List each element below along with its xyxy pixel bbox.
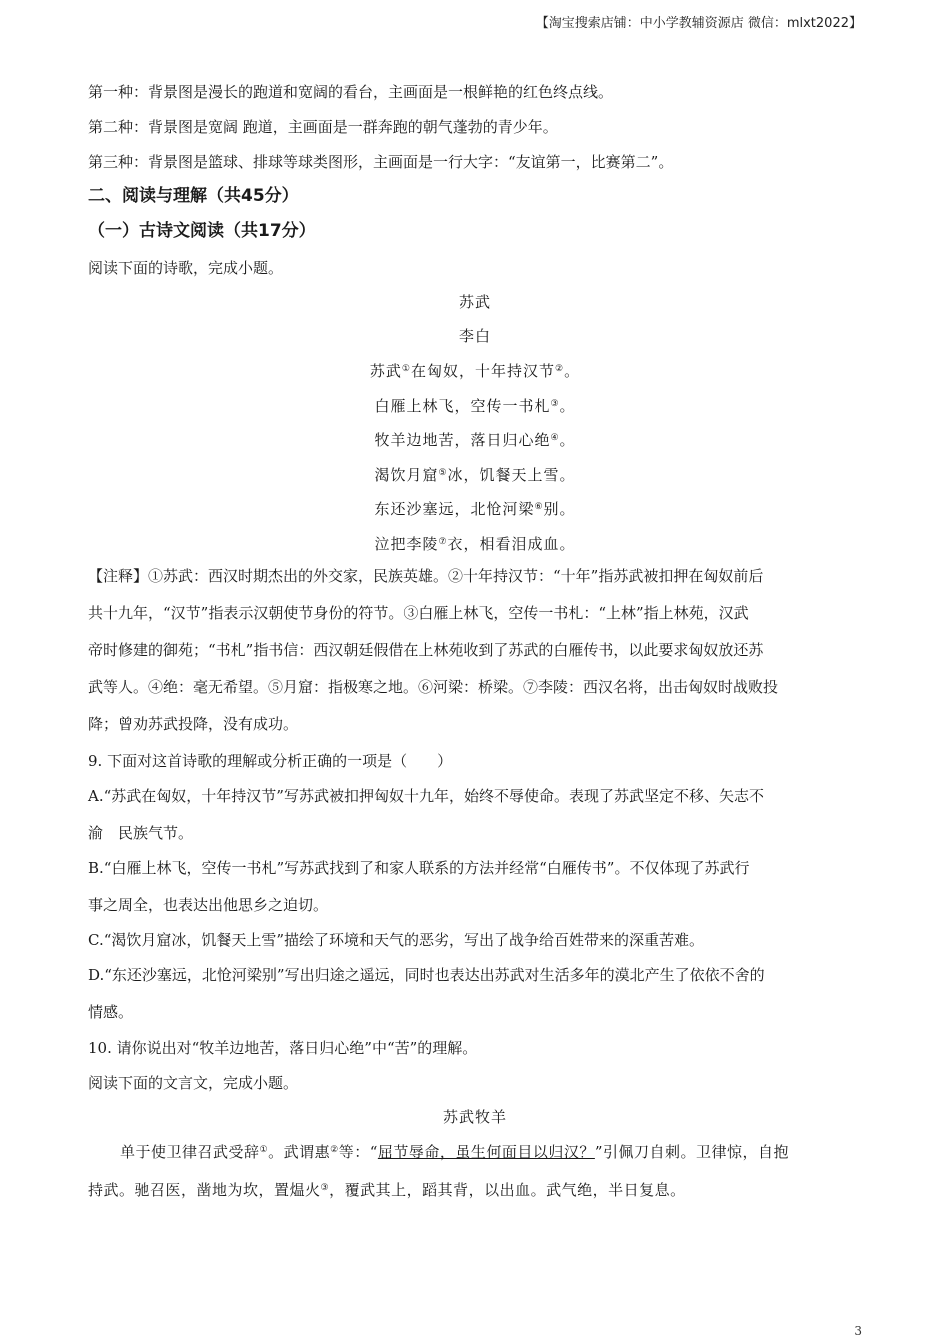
footnote-marker: ① bbox=[401, 364, 411, 374]
poem-author: 李白 bbox=[458, 327, 491, 345]
poem-text: 渴饮月窟 bbox=[374, 465, 439, 484]
footnote-marker: ② bbox=[330, 1145, 339, 1155]
subsection-title: （一）古诗文阅读（共17分） bbox=[88, 221, 316, 241]
footnote-marker: ① bbox=[259, 1145, 269, 1155]
prose-intro: 阅读下面的文言文，完成小题。 bbox=[88, 1074, 299, 1092]
poem-text: 白雁上林飞，空传一书札 bbox=[374, 396, 551, 415]
poem-title: 苏武 bbox=[458, 293, 491, 311]
poem-line bbox=[0, 430, 950, 465]
prose-title-wrap bbox=[0, 1107, 950, 1127]
poem-text: 衣，相看泪成血。 bbox=[447, 534, 576, 553]
footnote-marker: ⑥ bbox=[534, 502, 544, 512]
prose-text: ，覆武其上，蹈其背，以出血。武气绝，半日复息。 bbox=[329, 1181, 686, 1199]
q9-option-d-cont: 情感。 bbox=[88, 1003, 134, 1021]
prose-text: ”引佩刀自刺。卫律惊，自抱 bbox=[594, 1143, 790, 1161]
poem-line bbox=[0, 499, 950, 534]
q9-option-d: D.“东还沙塞远，北怆河梁别”写出归途之遥远，同时也表达出苏武对生活多年的漠北产生了依依不舍的 bbox=[88, 966, 765, 984]
note-line: 降；曾劝苏武投降，没有成功。 bbox=[88, 715, 299, 733]
question-10: 10. 请你说出对“牧羊边地苦，落日归心绝”中“苦”的理解。 bbox=[88, 1039, 478, 1057]
prose-line-1 bbox=[120, 1142, 789, 1162]
note-line: 武等人。④绝：毫无希望。⑤月窟：指极寒之地。⑥河梁：桥梁。⑦李陵：西汉名将，出击匈奴时战败投 bbox=[88, 678, 779, 696]
footnote-marker: ③ bbox=[550, 398, 560, 409]
poem-text: 牧羊边地苦，落日归心绝 bbox=[374, 431, 551, 449]
q9-option-b: B.“白雁上林飞，空传一书札”写苏武找到了和家人联系的方法并经常“白雁传书”。不仅体现了苏武行 bbox=[88, 859, 750, 877]
option-third: 第三种：背景图是篮球、排球等球类图形，主画面是一行大字：“友谊第一，比赛第二”。 bbox=[88, 153, 674, 171]
footnote-marker: ⑤ bbox=[438, 467, 448, 478]
poem-block bbox=[0, 292, 950, 568]
prose-text: 单于使卫律召武受辞 bbox=[120, 1143, 260, 1161]
prose-title: 苏武牧羊 bbox=[442, 1108, 507, 1126]
page-number: 3 bbox=[854, 1324, 862, 1338]
q9-option-a-cont: 渝 民族气节。 bbox=[88, 824, 194, 842]
section-title: 二、阅读与理解（共45分） bbox=[88, 186, 299, 206]
note-line: 帝时修建的御苑；“书札”指书信：西汉朝廷假借在上林苑收到了苏武的白雁传书，以此要求匈奴放还苏 bbox=[88, 641, 764, 659]
poem-text: 。 bbox=[559, 396, 576, 415]
poem-text: 泣把李陵 bbox=[374, 534, 439, 553]
poem-text: 。 bbox=[559, 431, 576, 449]
footnote-marker: ③ bbox=[320, 1183, 330, 1193]
question-9-stem: 9. 下面对这首诗歌的理解或分析正确的一项是（ ） bbox=[88, 752, 453, 770]
poem-text: 在匈奴，十年持汉节 bbox=[410, 362, 555, 380]
poem-text: 东还沙塞远，北怆河梁 bbox=[374, 500, 535, 518]
prose-line-2 bbox=[88, 1180, 686, 1200]
q9-option-c: C.“渴饮月窟冰，饥餐天上雪”描绘了环境和天气的恶劣，写出了战争给百姓带来的深重苦难。 bbox=[88, 931, 705, 949]
prose-text: 持武。驰召医，凿地为坎，置煴火 bbox=[88, 1181, 321, 1199]
poem-line bbox=[0, 361, 950, 396]
q9-option-a: A.“苏武在匈奴，十年持汉节”写苏武被扣押匈奴十九年，始终不辱使命。表现了苏武坚定不移、矢志不 bbox=[88, 787, 764, 805]
poem-notes bbox=[88, 566, 863, 751]
poem-text: 别。 bbox=[543, 500, 576, 518]
poem-line bbox=[0, 396, 950, 431]
poem-intro: 阅读下面的诗歌，完成小题。 bbox=[88, 259, 284, 277]
poem-text: 苏武 bbox=[369, 362, 402, 380]
footnote-marker: ② bbox=[555, 364, 565, 374]
footnote-marker: ④ bbox=[550, 433, 560, 443]
note-line: 【注释】①苏武：西汉时期杰出的外交家，民族英雄。②十年持汉节：“十年”指苏武被扣押在匈奴前后 bbox=[88, 567, 764, 585]
poem-line bbox=[0, 534, 950, 569]
footnote-marker: ⑦ bbox=[438, 536, 448, 547]
page-header-watermark: 【淘宝搜索店铺：中小学教辅资源店 微信：mlxt2022】 bbox=[535, 16, 862, 31]
poem-text: 冰，饥餐天上雪。 bbox=[447, 465, 576, 484]
option-second: 第二种：背景图是宽阔 跑道，主画面是一群奔跑的朝气蓬勃的青少年。 bbox=[88, 118, 558, 136]
prose-text: 。武谓惠 bbox=[268, 1143, 331, 1161]
q9-option-b-cont: 事之周全，也表达出他思乡之迫切。 bbox=[88, 896, 329, 914]
prose-text: 等：“ bbox=[338, 1143, 378, 1161]
poem-line bbox=[0, 465, 950, 500]
note-line: 共十九年，“汉节”指表示汉朝使节身份的符节。③白雁上林飞，空传一书札：“上林”指上林苑，汉武 bbox=[88, 604, 749, 622]
option-first: 第一种：背景图是漫长的跑道和宽阔的看台，主画面是一根鲜艳的红色终点线。 bbox=[88, 83, 614, 101]
underlined-sentence: 屈节辱命，虽生何面目以归汉？ bbox=[377, 1143, 595, 1161]
poem-text: 。 bbox=[564, 362, 581, 380]
